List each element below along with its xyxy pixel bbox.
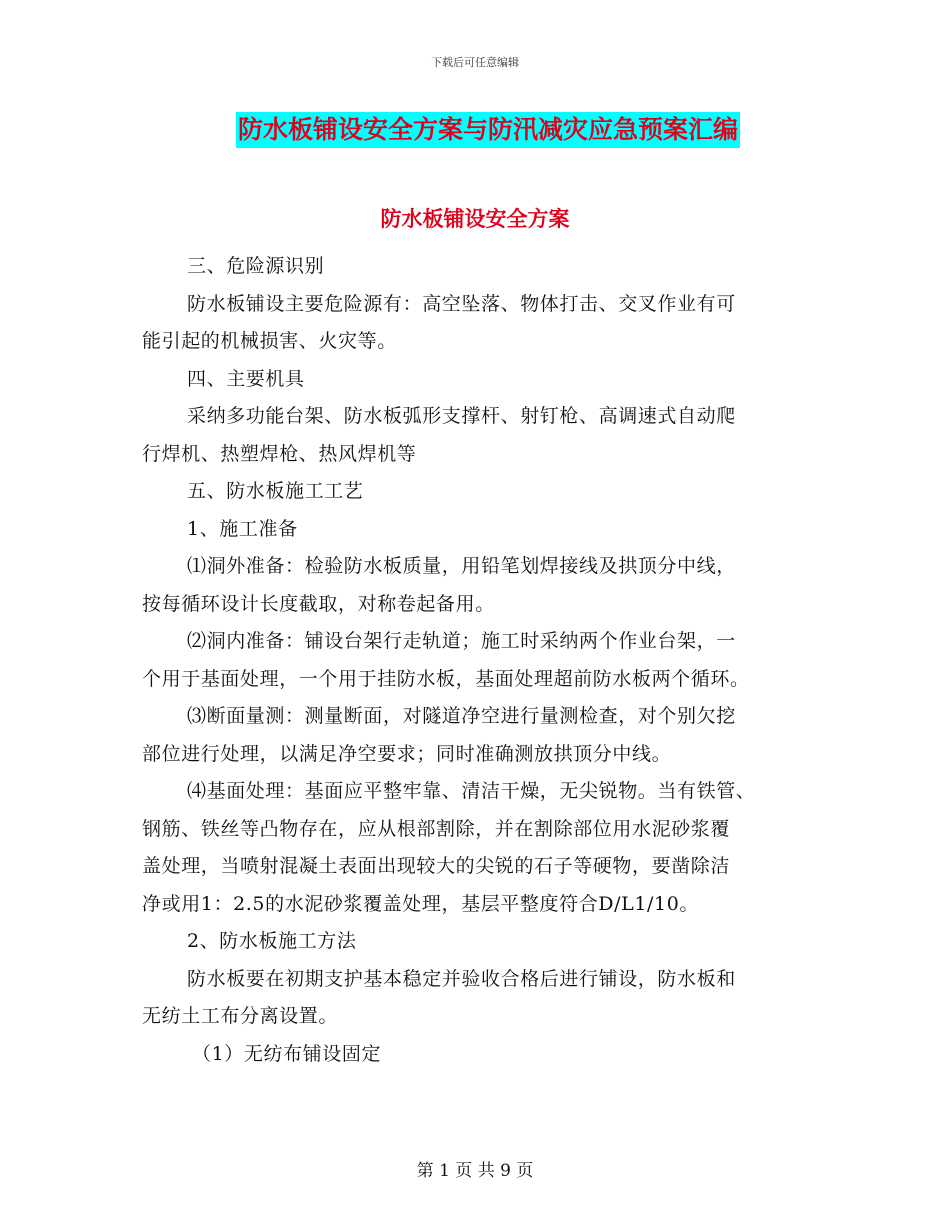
- body-line: 净或用1：2.5的水泥砂浆覆盖处理，基层平整度符合D/L1/10。: [142, 892, 700, 915]
- body-line: 2、防水板施工方法: [187, 930, 357, 952]
- body-line: 五、防水板施工工艺: [187, 480, 364, 502]
- body-line: 能引起的机械损害、火灾等。: [142, 330, 397, 352]
- header-note: 下载后可任意编辑: [431, 56, 519, 69]
- body-line: 行焊机、热塑焊枪、热风焊机等: [142, 442, 417, 465]
- body-line: 四、主要机具: [187, 367, 305, 390]
- document-body: [142, 248, 814, 1073]
- body-line: ⑴洞外准备：检验防水板质量，用铅笔划焊接线及拱顶分中线，: [187, 555, 736, 577]
- body-line: 无纺土工布分离设置。: [142, 1005, 339, 1027]
- body-line: 防水板铺设主要危险源有：高空坠落、物体打击、交叉作业有可: [187, 292, 736, 315]
- body-line: 盖处理，当喷射混凝土表面出现较大的尖锐的石子等硬物，要凿除洁: [142, 855, 731, 877]
- body-line: 按每循环设计长度截取，对称卷起备用。: [142, 592, 495, 615]
- body-line: ⑶断面量测：测量断面，对隧道净空进行量测检查，对个别欠挖: [187, 705, 736, 727]
- body-line: （1）无纺布铺设固定: [192, 1042, 382, 1065]
- body-line: 采纳多功能台架、防水板弧形支撑杆、射钉枪、高调速式自动爬: [187, 405, 736, 427]
- body-line: 部位进行处理，以满足净空要求；同时准确测放拱顶分中线。: [142, 742, 672, 765]
- body-line: 钢筋、铁丝等凸物存在，应从根部割除，并在割除部位用水泥砂浆覆: [142, 817, 731, 840]
- body-line: 个用于基面处理，一个用于挂防水板，基面处理超前防水板两个循环。: [142, 667, 750, 690]
- body-line: ⑵洞内准备：铺设台架行走轨道；施工时采纳两个作业台架，一: [187, 630, 736, 652]
- section-title: 防水板铺设安全方案: [380, 206, 570, 231]
- page-footer: 第 1 页 共 9 页: [416, 1161, 534, 1181]
- body-line: 三、危险源识别: [187, 255, 325, 277]
- document-title: 防水板铺设安全方案与防汛减灾应急预案汇编: [236, 112, 740, 148]
- body-line: 1、施工准备: [187, 517, 298, 540]
- body-line: 防水板要在初期支护基本稳定并验收合格后进行铺设，防水板和: [187, 967, 736, 990]
- body-line: ⑷基面处理：基面应平整牢靠、清洁干燥，无尖锐物。当有铁管、: [187, 780, 756, 802]
